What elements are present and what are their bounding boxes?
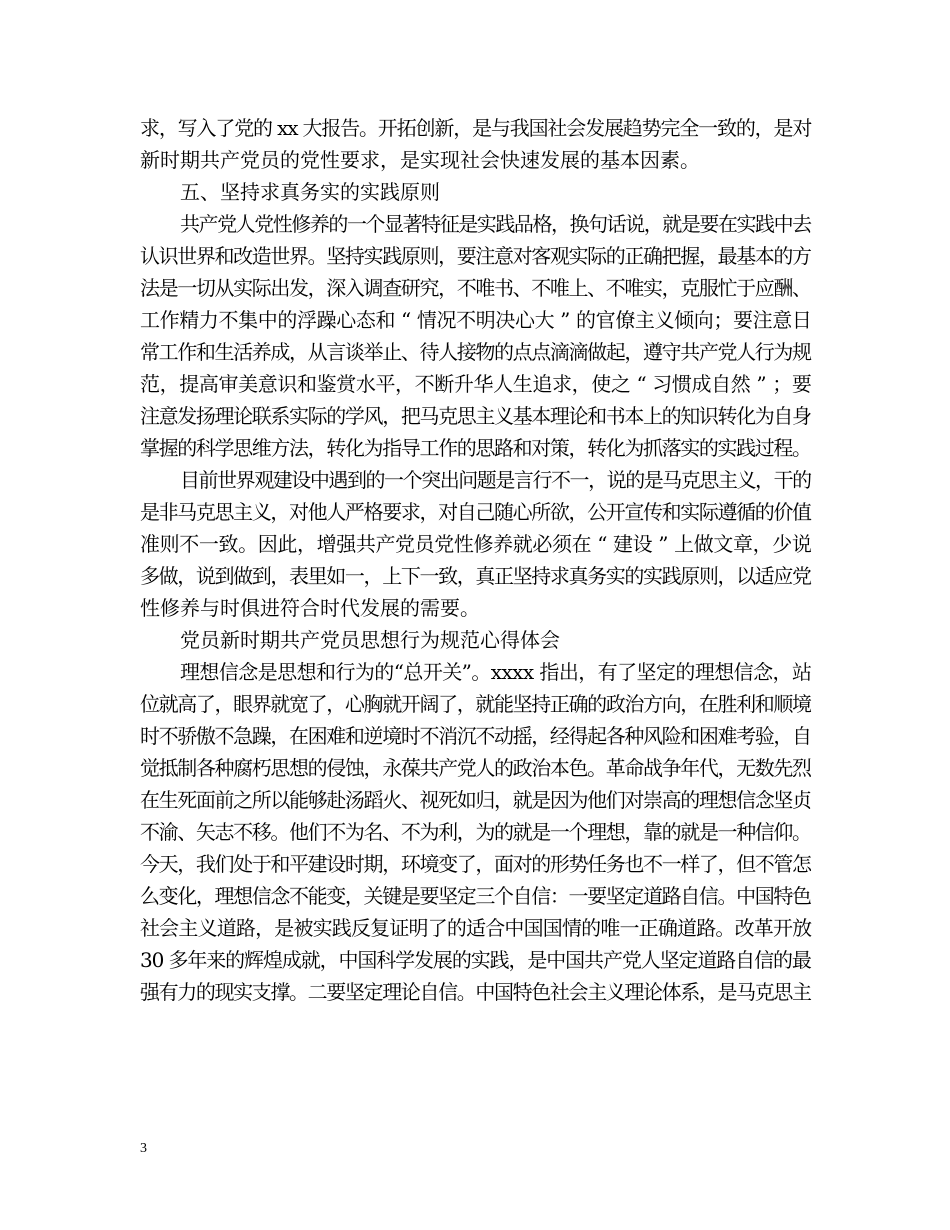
text-line: 工作精力不集中的浮躁心态和 “ 情况不明决心大 ” 的官僚主义倾向；要注意日 [140,308,812,332]
text-line: 是非马克思主义，对他人严格要求，对自己随心所欲，公开宣传和实际遵循的价值 [140,500,811,524]
text-line: 注意发扬理论联系实际的学风，把马克思主义基本理论和书本上的知识转化为自身 [140,404,811,428]
text-line: 性修养与时俱进符合时代发展的需要。 [140,596,480,620]
text-line: 求，写入了党的 xx 大报告。开拓创新，是与我国社会发展趋势完全一致的，是对 [140,116,812,140]
page-number: 3 [140,1141,147,1156]
text-line: 掌握的科学思维方法，转化为指导工作的思路和对策，转化为抓落实的实践过程。 [140,436,811,460]
text-line: 共产党人党性修养的一个显著特征是实践品格，换句话说，就是要在实践中去 [180,212,811,236]
text-line: 强有力的现实支撑。二要坚定理论自信。中国特色社会主义理论体系，是马克思主 [140,980,811,1004]
text-line: 社会主义道路，是被实践反复证明了的适合中国国情的唯一正确道路。改革开放 [140,916,812,940]
text-line: 在生死面前之所以能够赴汤蹈火、视死如归，就是因为他们对崇高的理想信念坚贞 [140,788,811,812]
text-line: 理想信念是思想和行为的“总开关”。xxxx 指出，有了坚定的理想信念，站 [180,660,812,684]
text-line: 今天，我们处于和平建设时期，环境变了，面对的形势任务也不一样了，但不管怎 [140,852,811,876]
text-line: 目前世界观建设中遇到的一个突出问题是言行不一，说的是马克思主义，干的 [180,468,811,492]
text-line: 不渝、矢志不移。他们不为名、不为利，为的就是一个理想，靠的就是一种信仰。 [140,820,811,844]
text-line: 么变化，理想信念不能变，关键是要坚定三个自信：一要坚定道路自信。中国特色 [140,884,811,908]
text-line: 法是一切从实际出发，深入调查研究，不唯书、不唯上、不唯实，克服忙于应酬、 [140,276,811,300]
text-line: 30 多年来的辉煌成就，中国科学发展的实践，是中国共产党人坚定道路自信的最 [140,948,811,972]
text-line: 时不骄傲不急躁，在困难和逆境时不消沉不动摇，经得起各种风险和困难考验，自 [140,724,811,748]
text-line: 党员新时期共产党员思想行为规范心得体会 [180,628,560,652]
text-line: 新时期共产党员的党性要求，是实现社会快速发展的基本因素。 [140,148,700,172]
text-line: 准则不一致。因此，增强共产党员党性修养就必须在 “ 建设 ” 上做文章，少说 [140,532,812,556]
text-line: 觉抵制各种腐朽思想的侵蚀，永葆共产党人的政治本色。革命战争年代，无数先烈 [140,756,811,780]
text-line: 位就高了，眼界就宽了，心胸就开阔了，就能坚持正确的政治方向，在胜利和顺境 [140,692,811,716]
text-line: 认识世界和改造世界。坚持实践原则，要注意对客观实际的正确把握，最基本的方 [140,244,811,268]
text-line: 多做，说到做到，表里如一，上下一致，真正坚持求真务实的实践原则，以适应党 [140,564,811,588]
text-line: 五、坚持求真务实的实践原则 [180,180,440,204]
text-line: 常工作和生活养成，从言谈举止、待人接物的点点滴滴做起，遵守共产党人行为规 [140,340,811,364]
document-body [140,112,812,1008]
text-line: 范，提高审美意识和鉴赏水平，不断升华人生追求，使之 “ 习惯成自然 ” ；要 [140,372,812,396]
